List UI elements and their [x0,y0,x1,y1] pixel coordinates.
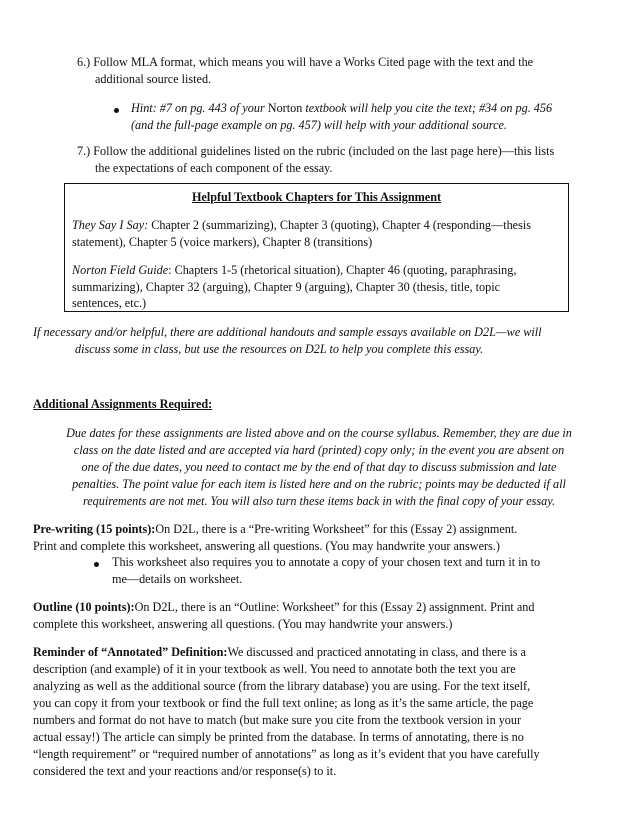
bullet-icon [94,562,99,567]
they-say-line-2: statement), Chapter 5 (voice markers), Chapter 8 (transitions) [72,235,373,249]
prewriting-line-1: Pre-writing (15 points):On D2L, there is a “Pre-writing Worksheet” for this (Essay 2) assignment. [33,522,518,536]
norton-line-1: Norton Field Guide: Chapters 1-5 (rhetorical situation), Chapter 46 (quoting, paraphrasing, [72,263,517,277]
due-dates-line: one of the due dates, you need to contact me by the end of that day to discuss submission and late [81,460,557,474]
prewriting-bullet-line-2: me—details on worksheet. [112,572,243,586]
reminder-line: actual essay!) The article can simply be printed from the database. In terms of annotating, there is no [33,730,524,744]
due-dates-line: requirements are not met. You will also turn these items back in with the final copy of your essay. [82,494,556,508]
reminder-line: considered the text and your reactions and/or response(s) to it. [33,764,337,778]
hint-line-1: Hint: #7 on pg. 443 of your Norton textbook will help you cite the text; #34 on pg. 456 [131,101,553,115]
reminder-line: numbers and format do not have to match (but make sure you cite from the textbook version in your [33,713,522,727]
norton-line-3: sentences, etc.) [72,296,147,310]
resources-note-line-2: discuss some in class, but use the resources on D2L to help you complete this essay. [75,342,484,356]
reminder-label: Reminder of “Annotated” Definition: [33,645,228,659]
reminder-line-1: Reminder of “Annotated” Definition:We discussed and practiced annotating in class, and there is a [33,645,526,659]
prewriting-bullet-line-1: This worksheet also requires you to annotate a copy of your chosen text and turn it in to [112,555,541,569]
outline-line-2: complete this worksheet, answering all questions. (You may handwrite your answers.) [33,617,453,631]
reminder-line: analyzing as well as the additional source (from the library database) you are using. For the text itself, [33,679,531,693]
outline-label: Outline (10 points): [33,600,135,614]
due-dates-line: class on the date listed and are accepted via hard (printed) copy only; in the event you are absent on [73,443,565,457]
they-say-line-1: They Say I Say: Chapter 2 (summarizing), Chapter 3 (quoting), Chapter 4 (responding—thesis [72,218,531,232]
due-dates-line: penalties. The point value for each item is listed here and on the rubric; points may be deducted if all [72,477,566,491]
item-7-line-2: the expectations of each component of the essay. [95,161,333,175]
prewriting-label: Pre-writing (15 points): [33,522,156,536]
bullet-icon [114,108,119,113]
norton-line-2: summarizing), Chapter 32 (arguing), Chapter 9 (arguing), Chapter 30 (thesis, title, topic [72,280,501,294]
additional-assignments-heading: Additional Assignments Required: [33,397,213,411]
item-6-line-2: additional source listed. [95,72,212,86]
resources-note-line-1: If necessary and/or helpful, there are additional handouts and sample essays available on D2L—we will [33,325,542,339]
hint-line-2: (and the full-page example on pg. 457) will help with your additional source. [131,118,507,132]
prewriting-line-2: Print and complete this worksheet, answering all questions. (You may handwrite your answers.) [33,539,500,553]
outline-line-1: Outline (10 points):On D2L, there is an “Outline: Worksheet” for this (Essay 2) assignment. Print and [33,600,535,614]
reminder-line: you can copy it from your textbook or find the full text online; as long as it’s the same article, the page [33,696,534,710]
chapters-box-title: Helpful Textbook Chapters for This Assignment [191,190,442,204]
reminder-line: “length requirement” or “required number of annotations” as long as it’s evident that you have carefully [33,747,540,761]
reminder-line: description (and example) of it in your textbook as well. You need to annotate both the text you are [33,662,516,676]
item-6-line-1: 6.) Follow MLA format, which means you will have a Works Cited page with the text and the [77,55,534,69]
item-7-line-1: 7.) Follow the additional guidelines listed on the rubric (included on the last page here)—this lists [77,144,555,158]
due-dates-line: Due dates for these assignments are listed above and on the course syllabus. Remember, they are due in [66,426,572,440]
